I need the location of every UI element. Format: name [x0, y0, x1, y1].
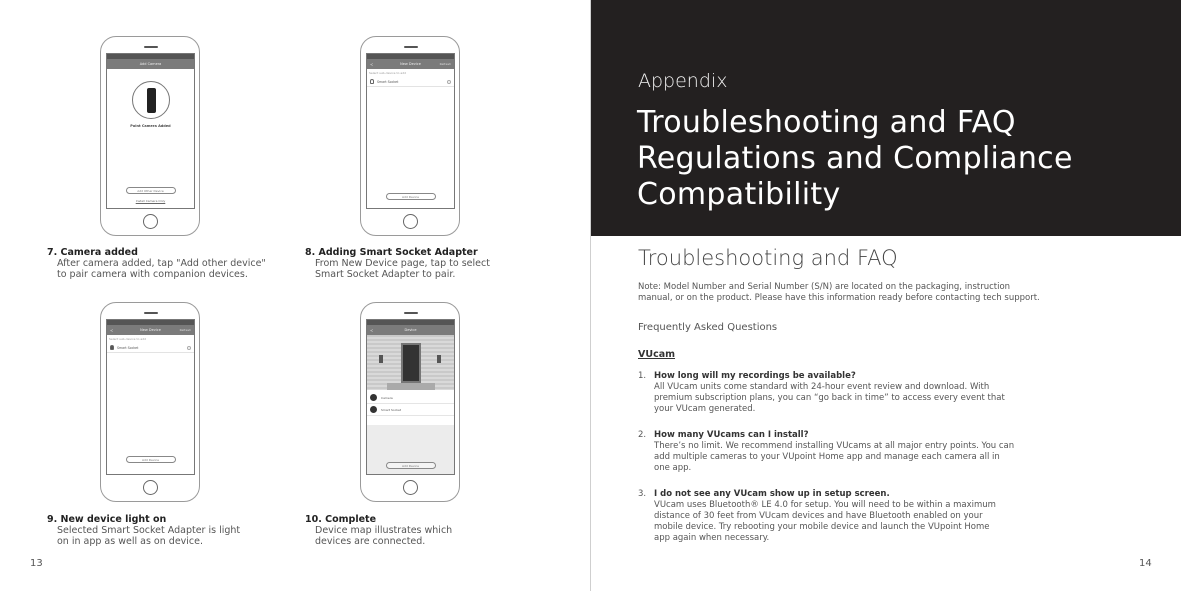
home-button — [143, 480, 158, 495]
phone-screen — [366, 53, 455, 209]
step-title: 8. Adding Smart Socket Adapter — [305, 247, 478, 258]
faq-answer-line: There’s no limit. We recommend installing VUcams at all major entry points. You can — [654, 441, 1015, 451]
faq-number: 1. — [638, 371, 647, 381]
step-title: 10. Complete — [305, 514, 377, 525]
appendix-eyebrow: Appendix — [638, 70, 728, 92]
faq-answer-line: add multiple cameras to your VUpoint Home app and manage each camera all in — [654, 452, 1000, 462]
add-device-button[interactable]: Add Device — [126, 456, 176, 463]
radio-icon[interactable] — [187, 346, 191, 350]
step-body-line: After camera added, tap "Add other device" — [57, 258, 266, 269]
left-page — [0, 0, 590, 591]
faq-number: 3. — [638, 489, 647, 499]
refresh-link[interactable]: Refresh — [439, 62, 451, 66]
house-illustration — [367, 335, 455, 390]
nav-bar — [367, 59, 454, 69]
back-chevron-icon[interactable]: < — [110, 327, 114, 333]
step-title: 7. Camera added — [47, 247, 138, 258]
troubleshooting-section — [638, 246, 1158, 544]
add-other-device-button[interactable]: Add Other Device — [126, 187, 176, 194]
radio-icon[interactable] — [447, 80, 451, 84]
phone-adding-socket — [360, 36, 460, 236]
step-7-caption — [47, 247, 266, 280]
nav-bar — [107, 59, 194, 69]
faq-number: 2. — [638, 430, 647, 440]
home-button — [403, 214, 418, 229]
step-9-caption — [47, 514, 240, 547]
faq-answer-line: your VUcam generated. — [654, 404, 756, 414]
faq-heading: Frequently Asked Questions — [638, 322, 778, 333]
note-text — [638, 282, 1138, 304]
add-device-button[interactable]: Add Device — [386, 193, 436, 200]
nav-title: Add Camera — [139, 62, 162, 66]
faq-question: How many VUcams can I install? — [654, 430, 809, 440]
back-chevron-icon[interactable]: < — [370, 61, 374, 67]
faq-item — [638, 371, 1088, 415]
step-8-caption — [305, 247, 490, 280]
porch-light-icon — [437, 355, 441, 363]
home-button — [143, 214, 158, 229]
faq-answer-line: one app. — [654, 463, 692, 473]
step-body-line: devices are connected. — [315, 536, 426, 547]
note-line: Note: Model Number and Serial Number (S/N) are located on the packaging, instruction — [638, 282, 1011, 292]
device-label: Camera — [381, 395, 393, 400]
device-row-socket[interactable] — [367, 404, 455, 416]
faq-answer-line: distance of 30 feet from VUcam devices and have Bluetooth enabled on your — [654, 511, 983, 521]
faq-answer-line: VUcam uses Bluetooth® LE 4.0 for setup. You will need to be within a maximum — [654, 500, 996, 510]
product-heading: VUcam — [638, 349, 676, 360]
contents-line: Compatibility — [637, 177, 841, 212]
note-line: manual, or on the product. Please have this information ready before contacting tech support. — [638, 293, 1040, 303]
device-row[interactable] — [367, 77, 454, 87]
appendix-banner — [591, 0, 1181, 236]
faq-answer-line: premium subscription plans, you can “go back in time” to access every event that — [654, 393, 1005, 403]
camera-icon — [370, 394, 377, 401]
step-body-line: on in app as well as on device. — [57, 536, 204, 547]
nav-bar — [367, 325, 454, 335]
door-icon — [401, 343, 421, 383]
select-hint: Select sub-device to add — [369, 71, 407, 75]
phone-device-light-on — [100, 302, 200, 502]
faq-item — [638, 489, 1088, 544]
install-camera-only-link[interactable]: Install Camera Only — [135, 199, 166, 203]
step-10-caption — [305, 514, 452, 547]
phone-screen — [106, 319, 195, 475]
back-chevron-icon[interactable]: < — [370, 327, 374, 333]
camera-added-label: Point Camera Added — [130, 124, 171, 128]
phone-complete — [360, 302, 460, 502]
bulb-icon — [370, 79, 374, 84]
nav-title: New Device — [400, 62, 421, 66]
phone-camera-added — [100, 36, 200, 236]
phone-speaker — [404, 312, 418, 314]
device-label: Smart Socket — [377, 79, 399, 84]
step-body-line: From New Device page, tap to select — [315, 258, 490, 269]
nav-bar — [107, 325, 194, 335]
faq-answer-line: All VUcam units come standard with 24-hour event review and download. With — [654, 382, 990, 392]
step-body-line: Device map illustrates which — [315, 525, 453, 536]
device-list — [367, 392, 455, 416]
faq-answer-line: mobile device. Try rebooting your mobile device and launch the VUpoint Home — [654, 522, 990, 532]
refresh-link[interactable]: Refresh — [179, 328, 191, 332]
faq-question: I do not see any VUcam show up in setup screen. — [654, 489, 890, 499]
phone-speaker — [144, 312, 158, 314]
porch-step — [387, 383, 435, 390]
add-device-button[interactable]: Add Device — [386, 462, 436, 469]
section-title: Troubleshooting and FAQ — [638, 246, 898, 270]
nav-title: New Device — [140, 328, 161, 332]
phone-speaker — [404, 46, 418, 48]
device-row[interactable] — [107, 343, 194, 353]
step-title: 9. New device light on — [47, 514, 167, 525]
appendix-contents — [637, 105, 1073, 213]
faq-answer-line: app again when necessary. — [654, 533, 770, 543]
device-label: Smart Socket — [381, 407, 402, 412]
device-row-camera[interactable] — [367, 392, 455, 404]
page-number: 13 — [30, 558, 43, 569]
select-hint: Select sub-device to add — [109, 337, 147, 341]
step-body-line: Smart Socket Adapter to pair. — [315, 269, 456, 280]
contents-line: Troubleshooting and FAQ — [637, 105, 1016, 140]
phone-screen — [106, 53, 195, 209]
socket-icon — [370, 406, 377, 413]
camera-icon — [147, 88, 156, 113]
contents-line: Regulations and Compliance — [637, 141, 1073, 176]
phone-speaker — [144, 46, 158, 48]
page-number: 14 — [1139, 558, 1152, 569]
faq-question: How long will my recordings be available? — [654, 371, 856, 381]
step-body-line: to pair camera with companion devices. — [57, 269, 248, 280]
faq-item — [638, 430, 1088, 474]
step-body-line: Selected Smart Socket Adapter is light — [57, 525, 241, 536]
bulb-lit-icon — [110, 345, 114, 350]
device-label: Smart Socket — [117, 345, 139, 350]
phone-screen — [366, 319, 455, 475]
porch-light-icon — [379, 355, 383, 363]
home-button — [403, 480, 418, 495]
right-page — [591, 0, 1181, 591]
camera-circle — [132, 81, 170, 119]
nav-title: Device — [404, 328, 417, 332]
